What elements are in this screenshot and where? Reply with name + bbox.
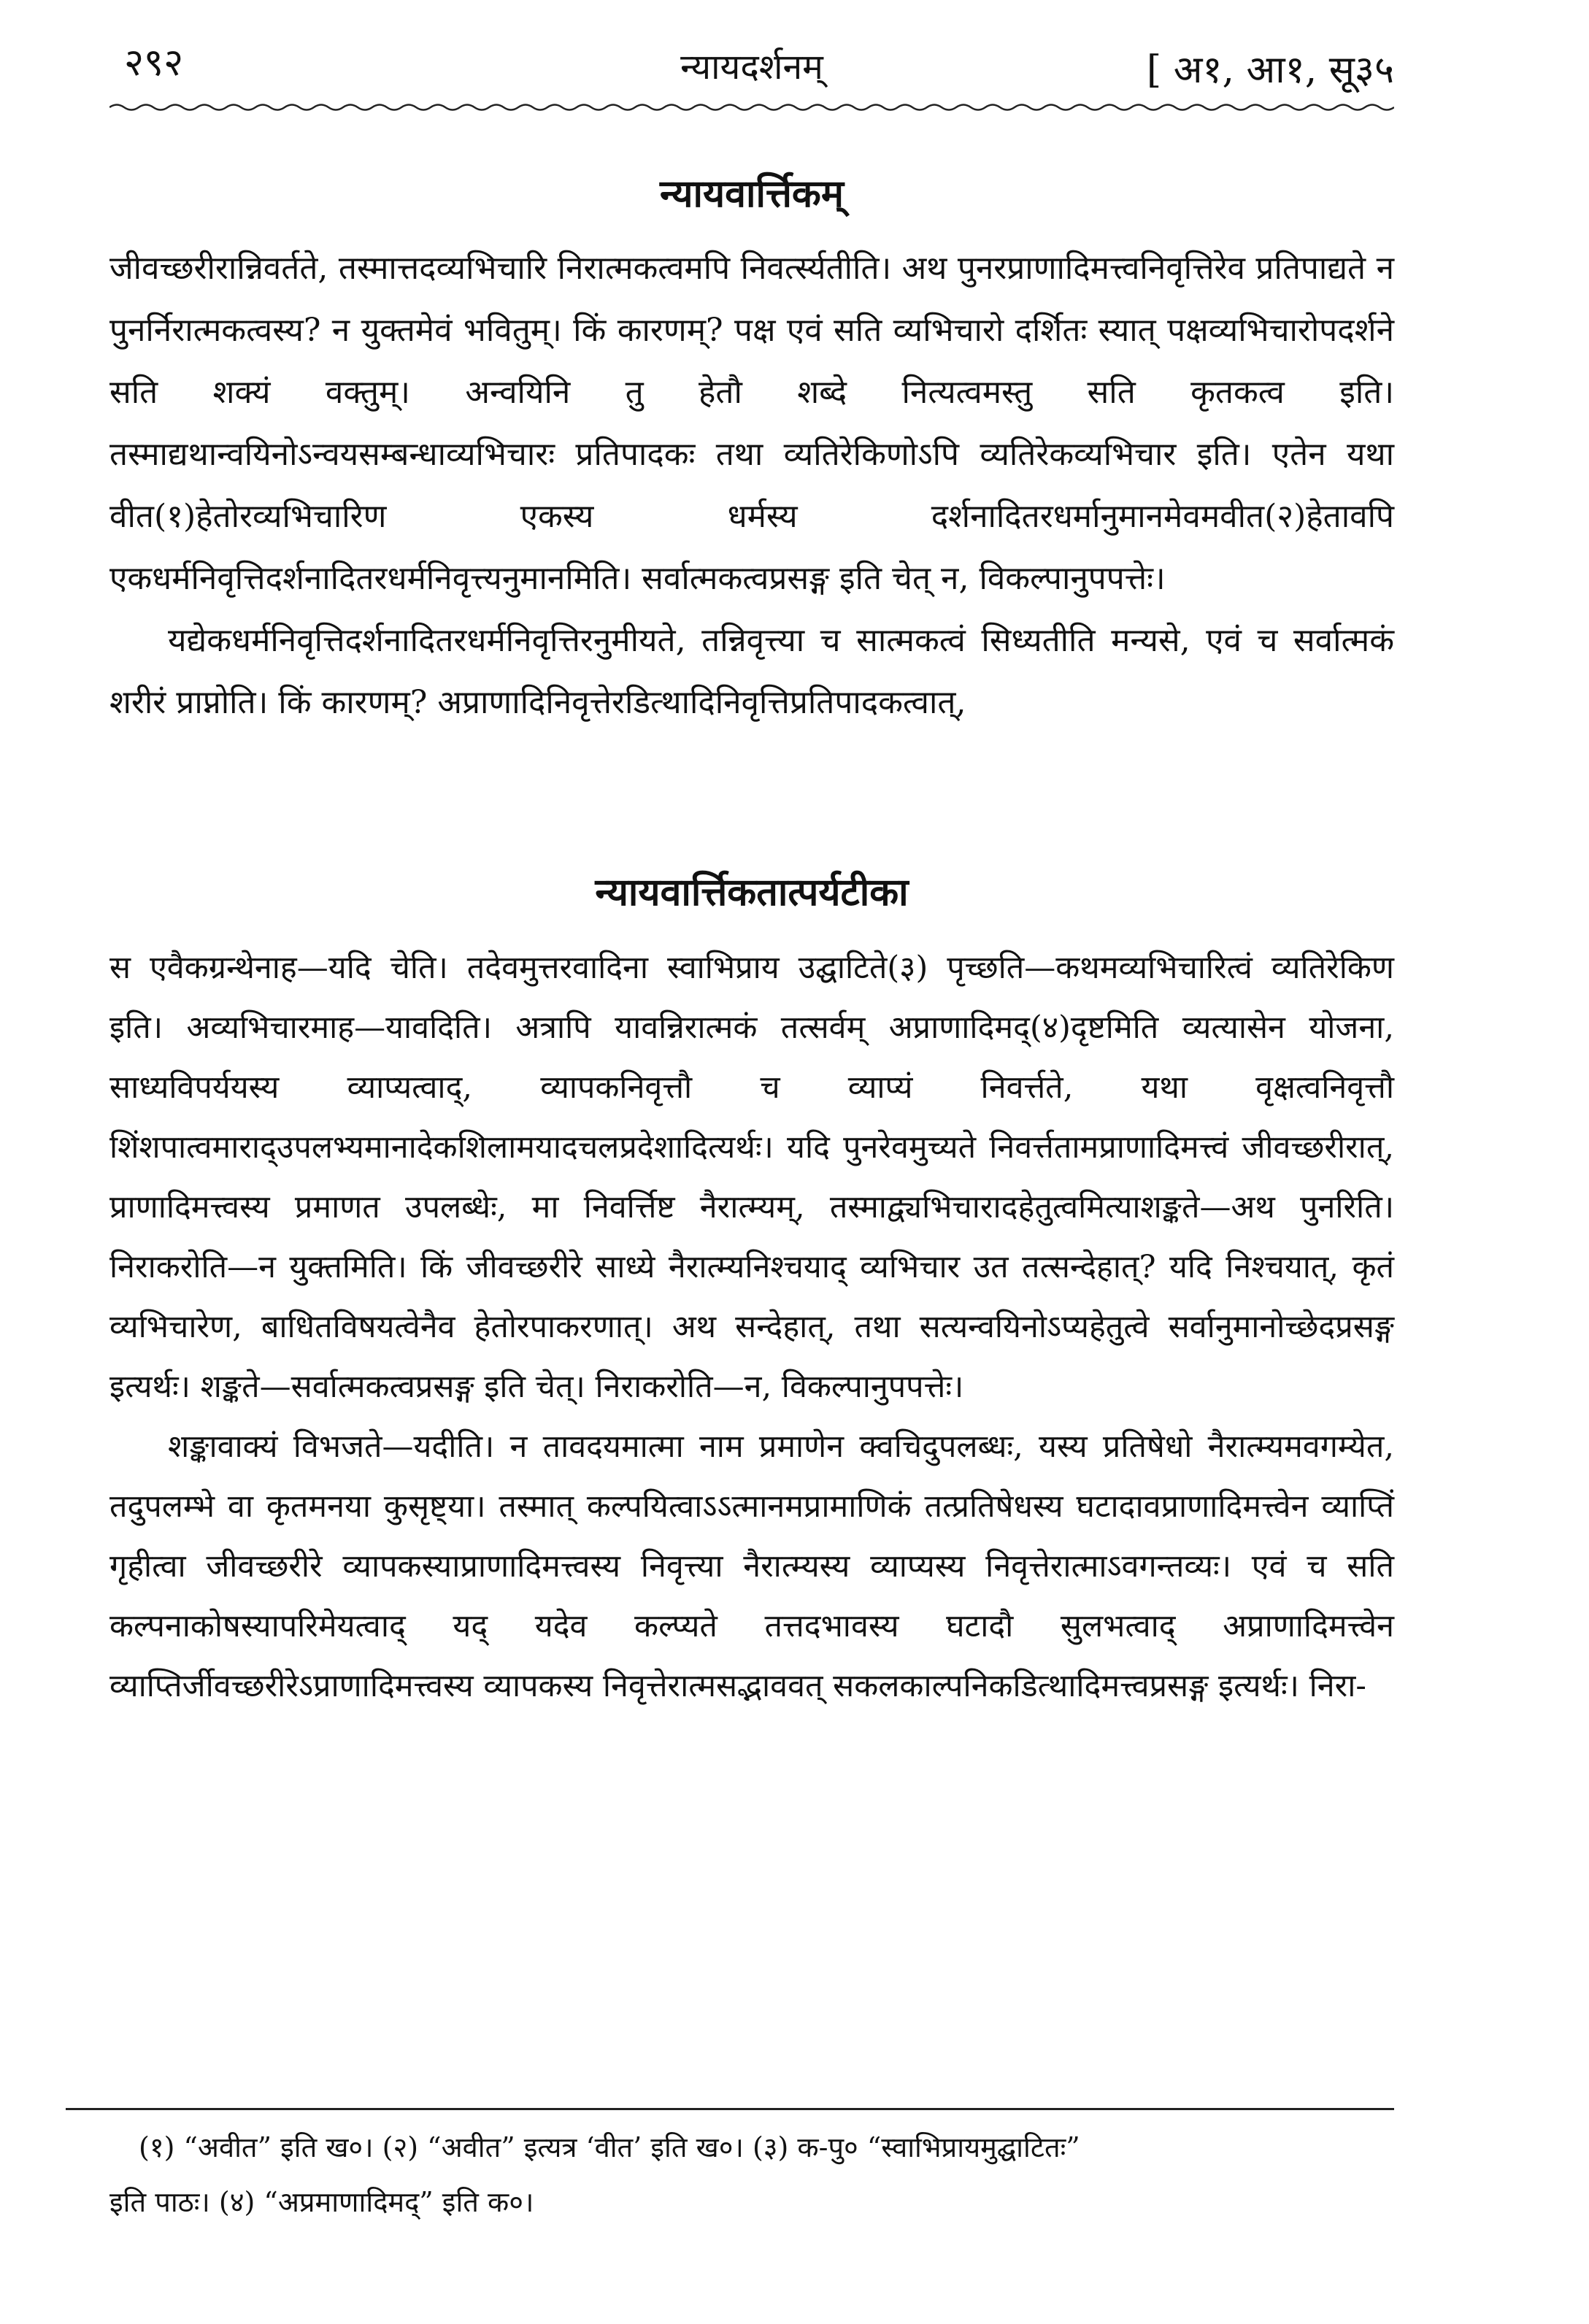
page-number: २९२ [124, 41, 184, 85]
vartika-text [109, 237, 1394, 734]
section-reference: [ अ१, आ१, सू३५ [1146, 48, 1394, 92]
footnotes [109, 2120, 1394, 2230]
footnote-line-1: (१) “अवीत” इति ख०। (२) “अवीत” इत्यत्र ‘वीत’ इति ख०। (३) क-पु० “स्वाभिप्रायमुद्घाटितः” [139, 2131, 1080, 2163]
tika-text [109, 938, 1394, 1716]
wavy-header-rule [109, 102, 1394, 112]
tika-paragraph-2: शङ्कावाक्यं विभजते—यदीति। न तावदयमात्मा नाम प्रमाणेन क्वचिदुपलब्धः, यस्य प्रतिषेधो नैरात्म्यमवगम्येत, तदुपलम्भे वा कृतमनया कुसृष्ट्या। तस्मात् कल्पयित्वाऽऽत्मानमप्रामाणिकं तत्प्रतिषेधस्य घटादावप्राणादिमत्त्वेन व्याप्तिं गृहीत्वा जीवच्छरीरे व्यापकस्याप्राणादिमत्त्वस्य निवृत्त्या नैरात्म्यस्य व्याप्यस्य निवृत्तेरात्माऽवगन्तव्यः। एवं च सति कल्पनाकोषस्यापरिमेयत्वाद् यद् यदेव कल्प्यते तत्तदभावस्य घटादौ सुलभत्वाद् अप्राणादिमत्त्वेन व्याप्तिर्जीवच्छरीरेऽप्राणादिमत्त्वस्य व्यापकस्य निवृत्तेरात्मसद्भाववत् सकलकाल्पनिकडित्थादिमत्त्वप्रसङ्ग इत्यर्थः। निरा- [109, 1428, 1394, 1704]
footnote-divider [66, 2108, 1394, 2110]
vartika-paragraph-1: जीवच्छरीरान्निवर्तते, तस्मात्तदव्यभिचारि निरात्मकत्वमपि निवर्त्स्यतीति। अथ पुनरप्राणादिमत्त्वनिवृत्तिरेव प्रतिपाद्यते न पुनर्निरात्मकत्वस्य? न युक्तमेवं भवितुम्। किं कारणम्? पक्ष एवं सति व्यभिचारो दर्शितः स्यात् पक्षव्यभिचारोपदर्शने सति शक्यं वक्तुम्। अन्वयिनि तु हेतौ शब्दे नित्यत्वमस्तु सति कृतकत्व इति। तस्माद्यथान्वयिनोऽन्वयसम्बन्धाव्यभिचारः प्रतिपादकः तथा व्यतिरेकिणोऽपि व्यतिरेकव्यभिचार इति। एतेन यथा वीत(१)हेतोरव्यभिचारिण एकस्य धर्मस्य दर्शनादितरधर्मानुमानमेवमवीत(२)हेतावपि एकधर्मनिवृत्तिदर्शनादितरधर्मनिवृत्त्यनुमानमिति। सर्वात्मकत्वप्रसङ्ग इति चेत् न, विकल्पानुपपत्तेः। [109, 250, 1394, 597]
tika-paragraph-1: स एवैकग्रन्थेनाह—यदि चेति। तदेवमुत्तरवादिना स्वाभिप्राय उद्घाटिते(३) पृच्छति—कथमव्यभिचारित्वं व्यतिरेकिण इति। अव्यभिचारमाह—यावदिति। अत्रापि यावन्निरात्मकं तत्सर्वम् अप्राणादिमद्(४)दृष्टमिति व्यत्यासेन योजना, साध्यविपर्ययस्य व्याप्यत्वाद्, व्यापकनिवृत्तौ च व्याप्यं निवर्त्तते, यथा वृक्षत्वनिवृत्तौ शिंशपात्वमाराद्उपलभ्यमानादेकशिलामयादचलप्रदेशादित्यर्थः। यदि पुनरेवमुच्यते निवर्त्ततामप्राणादिमत्त्वं जीवच्छरीरात्, प्राणादिमत्त्वस्य प्रमाणत उपलब्धेः, मा निवर्त्तिष्ट नैरात्म्यम्, तस्माद्व्यभिचारादहेतुत्वमित्याशङ्कते—अथ पुनरिति। निराकरोति—न युक्तमिति। किं जीवच्छरीरे साध्ये नैरात्म्यनिश्चयाद् व्यभिचार उत तत्सन्देहात्? यदि निश्चयात्, कृतं व्यभिचारेण, बाधितविषयत्वेनैव हेतोरपाकरणात्। अथ सन्देहात्, तथा सत्यन्वयिनोऽप्यहेतुत्वे सर्वानुमानोच्छेदप्रसङ्ग इत्यर्थः। शङ्कते—सर्वात्मकत्वप्रसङ्ग इति चेत्। निराकरोति—न, विकल्पानुपपत्तेः। [109, 950, 1394, 1405]
book-title: न्यायदर्शनम् [680, 47, 823, 88]
vartika-paragraph-2: यद्येकधर्मनिवृत्तिदर्शनादितरधर्मनिवृत्तिरनुमीयते, तन्निवृत्त्या च सात्मकत्वं सिध्यतीति मन्यसे, एवं च सर्वात्मकं शरीरं प्राप्नोति। किं कारणम्? अप्राणादिनिवृत्तेरडित्थादिनिवृत्तिप्रतिपादकत्वात्, [109, 622, 1394, 721]
vartika-heading: न्यायवार्त्तिकम् [660, 172, 844, 216]
tika-heading: न्यायवार्त्तिकतात्पर्यटीका [595, 870, 909, 915]
footnote-line-2: इति पाठः। (४) “अप्रमाणादिमद्” इति क०। [109, 2186, 534, 2218]
running-head [109, 35, 1394, 93]
